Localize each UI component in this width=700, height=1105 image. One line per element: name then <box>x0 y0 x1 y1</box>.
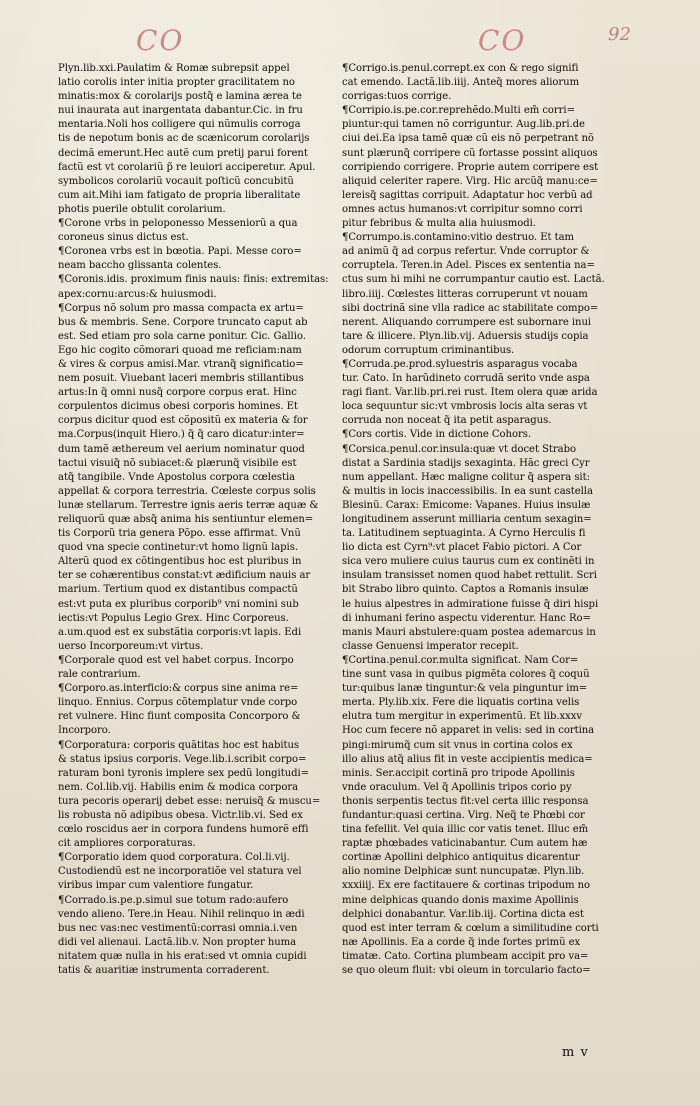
text-line: lereisq̃ sagittas corripuit. Adaptatur hoc verbũ ad <box>342 189 593 201</box>
text-line: loca sequuntur sic:vt vmbrosis locis alta seras vt <box>342 401 588 413</box>
text-line: bus nec vas:nec vestimentũ:corrasi omnia.i.ven <box>58 922 298 934</box>
text-line: corruptela. Teren.in Adel. Pisces ex sententia na= <box>342 260 595 272</box>
signature-mark: m v <box>562 1045 589 1060</box>
text-line: Plyn.lib.xxi.Paulatim & Romæ subrepsit appel <box>58 63 290 74</box>
text-line: le huius alpestres in admiratione fuisse q̃ diri hispi <box>342 598 599 610</box>
text-line: dum tamẽ æthereum vel aerium nominatur quod <box>58 443 305 455</box>
text-line: di inhumani ferino aspectu viderentur. Hanc Ro= <box>342 612 591 624</box>
text-line: ¶Cortina.penul.cor.multa significat. Nam Cor= <box>342 654 579 666</box>
text-line: Hoc cum fecere nõ apparet in velis: sed in cortina <box>342 725 595 737</box>
text-line: mentaria.Noli hos colligere qui nũmulis corroga <box>58 119 301 131</box>
text-line: & status ipsius corporis. Vege.lib.i.scribit corpo= <box>58 753 307 765</box>
text-line: ¶Corripio.is.pe.cor.reprehẽdo.Multi em̃ corri= <box>342 105 575 117</box>
text-line: ¶Corporatura: corporis quãtitas hoc est habitus <box>58 739 300 751</box>
text-line: tatis & auaritiæ instrumenta corraderent. <box>58 965 270 976</box>
text-line: iectis:vt Populus Legio Grex. Hinc Corporeus. <box>58 612 289 624</box>
text-line: ¶Corrado.is.pe.p.simul sue totum rado:aufero <box>58 894 289 906</box>
text-line: ¶Corruda.pe.prod.syluestris asparagus vocaba <box>342 358 578 370</box>
text-line: factũ est vt corolariũ p̃ re leuiori acciperetur. Apul. <box>58 161 316 173</box>
text-line: raptæ phœbades vaticinabantur. Cum autem hæ <box>342 838 588 850</box>
text-line: linquo. Ennius. Corpus cõtemplatur vnde corpo <box>58 697 298 709</box>
text-line: mine delphicas quando donis maxime Apollinis <box>342 894 579 906</box>
text-line: vnde oraculum. Vel q̃ Apollinis tripos corio py <box>342 781 572 793</box>
text-line: distat a Sardinia stadijs sexaginta. Hãc greci Cyr <box>342 457 590 469</box>
text-line: latio corolis inter initia propter gracilitatem no <box>58 77 295 89</box>
text-line: lunæ stellarum. Terrestre ignis aeris terræ aquæ & <box>58 499 319 511</box>
text-line: ¶Coronea vrbs est in bœotia. Papi. Messe coro= <box>58 246 302 258</box>
text-line: Ego hic cogito cõmorari quoad me reficiam:nam <box>58 344 302 356</box>
text-line: uerso Incorporeum:vt virtus. <box>58 640 204 652</box>
text-line: Incorporo. <box>58 725 111 737</box>
text-line: corruda non noceat q̃ ita petit asparagus. <box>342 415 552 427</box>
text-line: & vires & corpus amisi.Mar. vtranq̃ significatio= <box>58 358 304 370</box>
text-line: pingi:mirumq̃ cum sit vnus in cortina colos ex <box>342 739 573 751</box>
running-head-right: CO <box>478 24 527 57</box>
text-column-left <box>58 62 330 978</box>
text-line: illo alius atq̃ alius fit in veste accipientis medica= <box>342 753 593 765</box>
text-line: nui inaurata aut inargentata dabantur.Cic. in fru <box>58 105 303 117</box>
text-line: artus:In q̃ omni nusq̃ corpore corpus erat. Hinc <box>58 387 297 399</box>
text-line: rale contrarium. <box>58 669 141 681</box>
text-line: odorum corruptum criminantibus. <box>342 344 515 356</box>
text-line: ¶Coronis.idis. proximum finis nauis: finis: extremitas: <box>58 274 329 286</box>
text-line: cat emendo. Lactã.lib.iiij. Anteq̃ mores aliorum <box>342 77 580 89</box>
text-line: alio nomine Delphicæ sunt nuncupatæ. Plyn.lib. <box>342 866 585 878</box>
running-head-left: CO <box>136 24 185 57</box>
text-line: ¶Corporatio idem quod corporatura. Col.li.vij. <box>58 852 290 864</box>
text-line: lis robusta nõ adipibus obesa. Victr.lib.vi. Sed ex <box>58 809 303 821</box>
text-line: tura pecoris operarij debet esse: neruisq̃ & muscu= <box>58 795 321 807</box>
text-line: est. Sed etiam pro sola carne ponitur. Cic. Gallio. <box>58 330 306 342</box>
text-line: vendo alieno. Tere.in Heau. Nihil relinquo in ædi <box>58 908 305 920</box>
text-line: elutra tum mergitur in experimentũ. Et lib.xxxv <box>342 711 582 723</box>
text-line: apex:cornu:arcus:& huiusmodi. <box>58 288 217 300</box>
text-line: ¶Corporo.as.interficio:& corpus sine anima re= <box>58 683 299 695</box>
text-line: tis de nepotum bonis ac de scænicorum corolarijs <box>58 133 310 145</box>
text-line: tis Corporũ tria genera Põpo. esse affirmat. Vnũ <box>58 528 301 540</box>
text-line: piuntur:qui tamen nõ corriguntur. Aug.lib.pri.de <box>342 119 585 131</box>
text-line: ret vulnere. Hinc fiunt composita Concorporo & <box>58 711 301 723</box>
text-line: photis puerile obtulit corolarium. <box>58 203 226 215</box>
text-line: omnes actus humanos:vt corripitur somno corri <box>342 203 583 215</box>
text-line: est:vt puta ex pluribus corporib⁹ vni nomini sub <box>58 598 299 610</box>
text-line: næ Apollinis. Ea a corde q̃ inde fortes primũ ex <box>342 936 581 948</box>
text-line: atq̃ tangibile. Vnde Apostolus corpora cœlestia <box>58 471 296 483</box>
text-line: nerent. Aliquando corrumpere est subornare inui <box>342 316 592 328</box>
text-line: ¶Corporale quod est vel habet corpus. Incorpo <box>58 654 294 666</box>
text-line: a.um.quod est ex substãtia corporis:vt lapis. Edi <box>58 626 302 638</box>
text-line: bus & membris. Sene. Corpore truncato caput ab <box>58 316 308 328</box>
text-line: libro.iiij. Cœlestes litteras corruperunt vt nouam <box>342 288 588 300</box>
text-line: timatæ. Cato. Cortina plumbeam accipit pro va= <box>342 950 589 962</box>
text-line: tur. Cato. In harũdineto corrudã serito vnde aspa <box>342 373 590 385</box>
text-line: manis Mauri abstulere:quam postea ademarcus in <box>342 626 596 638</box>
text-line: tare & illicere. Plyn.lib.vij. Aduersis studijs copia <box>342 330 589 342</box>
text-line: ctus sum hi mihi ne corrumpantur cautio est. Lactã. <box>342 274 605 286</box>
text-line: corrigas:tuos corrige. <box>342 91 452 103</box>
text-line: tactui visuiq̃ nõ subiacet:& plærunq̃ visibile est <box>58 457 297 469</box>
text-line: aliquid celeriter rapere. Virg. Hic arcũq̃ manu:ce= <box>342 175 598 187</box>
text-line: sica vero muliere cuius taurus cum ex continẽti in <box>342 556 595 568</box>
text-line: Blesinũ. Carax: Emicome: Vapanes. Huius insulæ <box>342 499 591 511</box>
text-line: nem. Col.lib.vij. Habilis enim & modica corpora <box>58 781 299 793</box>
text-line: xxxiiij. Ex ere factitauere & cortinas tripodum no <box>342 880 591 892</box>
text-line: ta. Latitudinem septuaginta. A Cyrno Herculis fi <box>342 528 586 540</box>
text-line: Custodiendũ est ne incorporatiõe vel statura vel <box>58 866 302 878</box>
text-line: pitur febribus & multa alia huiusmodi. <box>342 218 536 230</box>
text-line: ¶Corrigo.is.penul.corrept.ex con & rego signifi <box>342 63 579 74</box>
text-line: nem posuit. Viuebant laceri membris stillantibus <box>58 373 304 385</box>
text-line: appellat & corpora terrestria. Cœleste corpus solis <box>58 485 316 497</box>
text-line: cit ampliores corporaturas. <box>58 838 196 850</box>
text-line: viribus impar cum valentiore fungatur. <box>58 880 254 892</box>
text-line: ¶Cors cortis. Vide in dictione Cohors. <box>342 429 531 441</box>
text-line: thonis serpentis tectus fit:vel certa illic responsa <box>342 795 589 807</box>
text-line: minatis:mox & corolarijs postq̃ e lamina ærea te <box>58 91 302 103</box>
text-line: ter se cohærentibus constat:vt ædificium nauis ar <box>58 570 311 582</box>
text-line: longitudinem asserunt milliaria centum sexagin= <box>342 514 592 525</box>
text-line: cœlo roscidus aer in corpora fundens humorẽ effi <box>58 824 309 836</box>
text-line: tine sunt vasa in quibus pigmẽta colores q̃ coquũ <box>342 669 590 681</box>
text-line: fundantur:quasi certina. Virg. Neq̃ te Phœbi cor <box>342 809 585 821</box>
text-line: lio dicta est Cyrn⁹:vt placet Fabio pictori. A Cor <box>342 542 582 554</box>
text-line: insulam transisset nomen quod habet rettulit. Scri <box>342 570 597 582</box>
text-line: symbolicos corolariũ vocauit poſticũ concubitũ <box>58 175 294 187</box>
text-line: ¶Corrumpo.is.contamino:vitio destruo. Et tam <box>342 232 575 244</box>
text-line: sibi doctrinã sine vlla radice ac stabilitate compo= <box>342 302 599 314</box>
text-line: sunt plærunq̃ corripere cũ fortasse possint aliquos <box>342 147 598 159</box>
text-line: nitatem quæ nulla in his erat:sed vt omnia cupidi <box>58 950 307 962</box>
text-column-right <box>342 62 632 978</box>
text-line: decimã emerunt.Hec autẽ cum pretij parui forent <box>58 147 308 159</box>
text-line: didi vel alienaui. Lactã.lib.v. Non propter huma <box>58 936 297 948</box>
text-line: tina fefellit. Vel quia illic cor vatis tenet. Illuc em̃ <box>342 824 589 836</box>
text-line: delphici donabantur. Var.lib.iij. Cortina dicta est <box>342 908 584 920</box>
text-line: merta. Ply.lib.xix. Fere die liquatis cortina velis <box>342 697 580 709</box>
text-line: reliquorũ quæ absq̃ anima his sentiuntur elemen= <box>58 514 314 525</box>
text-line: ragi fiant. Var.lib.pri.rei rust. Item olera quæ arida <box>342 387 598 399</box>
text-line: raturam boni tyronis implere sex pedũ longitudi= <box>58 767 310 779</box>
text-line: ad animũ q̃ ad corpus refertur. Vnde corruptor & <box>342 246 590 258</box>
text-line: Alterũ quod ex cõtingentibus hoc est pluribus in <box>58 556 302 568</box>
text-line: ma.Corpus(inquit Hiero.) q̃ q̃ caro dicatur:inter= <box>58 429 305 441</box>
text-line: bit Strabo libro quinto. Captos a Romanis insulæ <box>342 584 589 596</box>
text-line: ¶Corpus nõ solum pro massa compacta ex artu= <box>58 302 304 314</box>
text-line: neam baccho glissanta colentes. <box>58 260 222 272</box>
text-line: tur:quibus lanæ tinguntur:& vela pinguntur im= <box>342 683 588 695</box>
text-line: ¶Corsica.penul.cor.insula:quæ vt docet Strabo <box>342 443 576 455</box>
text-line: num appellant. Hæc maligne colitur q̃ aspera sit: <box>342 471 590 483</box>
text-line: quod est inter terram & cœlum a similitudine corti <box>342 922 599 934</box>
text-line: cortinæ Apollini delphico antiquitus dicarentur <box>342 852 580 864</box>
text-line: & multis in locis inaccessibilis. In ea sunt castella <box>342 485 593 497</box>
text-line: quod vna specie continetur:vt homo lignũ lapis. <box>58 542 298 554</box>
text-line: marium. Tertium quod ex distantibus compactũ <box>58 584 298 596</box>
text-line: ciui dei.Ea ipsa tamẽ quæ cũ eis nõ perpetrant nõ <box>342 133 594 145</box>
text-line: coroneus sinus dictus est. <box>58 232 189 244</box>
text-line: ¶Corone vrbs in peloponesso Messeniorũ a qua <box>58 218 298 230</box>
text-line: se quo oleum fluit: vbi oleum in torculario facto= <box>342 965 591 976</box>
text-line: corpulentos dicimus obesi corporis homines. Et <box>58 401 298 413</box>
folio-number: 92 <box>608 24 631 45</box>
text-line: cum ait.Mihi iam fatigato de propria liberalitate <box>58 189 301 201</box>
text-line: corripiendo corrigere. Proprie autem corripere est <box>342 161 599 173</box>
text-line: minis. Ser.accipit cortinã pro tripode Apollinis <box>342 767 575 779</box>
text-line: corpus dicitur quod est cõpositũ ex materia & for <box>58 415 308 427</box>
text-line: classe Genuensi imperator recepit. <box>342 640 519 652</box>
